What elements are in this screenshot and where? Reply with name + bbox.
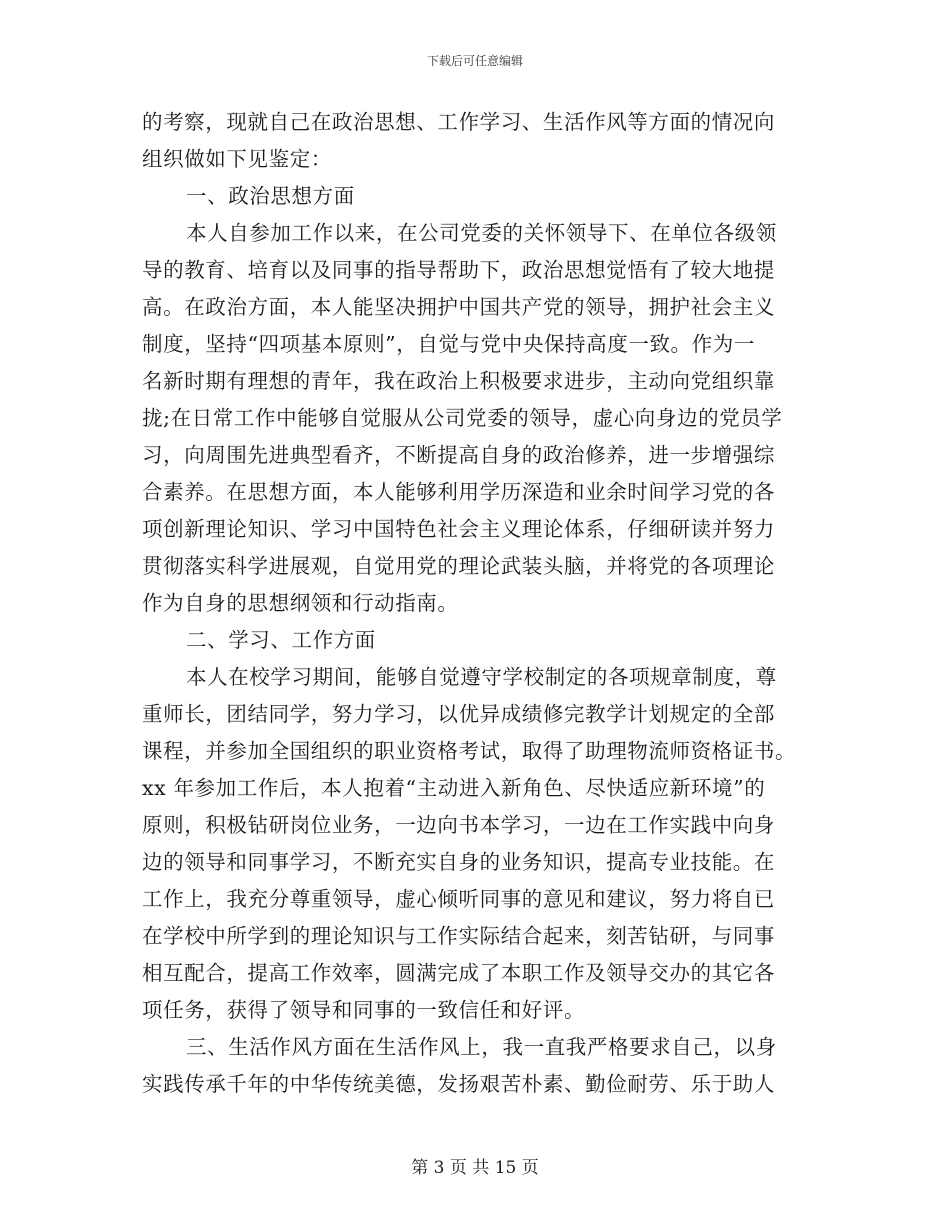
- text-line: 名新时期有理想的青年，我在政治上积极要求进步，主动向党组织靠: [142, 369, 775, 393]
- page-header: 下载后可任意编辑: [426, 54, 523, 68]
- text-line: xx 年参加工作后，本人抱着“主动进入新角色、尽快适应新环境”的: [142, 776, 766, 800]
- text-line: 课程，并参加全国组织的职业资格考试，取得了助理物流师资格证书。: [142, 739, 797, 763]
- text-line: 本人自参加工作以来，在公司党委的关怀领导下、在单位各级领: [186, 221, 777, 245]
- text-line: 在学校中所学到的理论知识与工作实际结合起来，刻苦钻研，与同事: [142, 924, 775, 948]
- text-line: 工作上，我充分尊重领导，虚心倾听同事的意见和建议，努力将自已: [142, 887, 775, 911]
- text-line: 项任务，获得了领导和同事的一致信任和好评。: [142, 998, 586, 1022]
- text-line: 作为自身的思想纲领和行动指南。: [142, 591, 459, 615]
- text-line: 习，向周围先进典型看齐，不断提高自身的政治修养，进一步增强综: [142, 443, 775, 467]
- text-line: 的考察，现就自己在政治思想、工作学习、生活作风等方面的情况向: [142, 110, 775, 134]
- text-line: 项创新理论知识、学习中国特色社会主义理论体系，仔细研读并努力: [142, 517, 775, 541]
- text-line: 三、生活作风方面在生活作风上，我一直我严格要求自己，以身: [186, 1035, 777, 1059]
- text-line: 实践传承千年的中华传统美德，发扬艰苦朴素、勤俭耐劳、乐于助人: [142, 1072, 775, 1096]
- text-line: 重师长，团结同学，努力学习，以优异成绩修完教学计划规定的全部: [142, 702, 775, 726]
- text-line: 边的领导和同事学习，不断充实自身的业务知识，提高专业技能。在: [142, 850, 775, 874]
- text-line: 本人在校学习期间，能够自觉遵守学校制定的各项规章制度，尊: [186, 665, 777, 689]
- text-line: 二、学习、工作方面: [186, 628, 376, 652]
- text-line: 制度，坚持“四项基本原则”，自觉与党中央保持高度一致。作为一: [142, 332, 755, 356]
- text-line: 拢;在日常工作中能够自觉服从公司党委的领导，虚心向身边的党员学: [142, 406, 783, 430]
- text-line: 高。在政治方面，本人能坚决拥护中国共产党的领导，拥护社会主义: [142, 295, 775, 319]
- text-line: 贯彻落实科学进展观，自觉用党的理论武装头脑，并将党的各项理论: [142, 554, 775, 578]
- text-line: 合素养。在思想方面，本人能够利用学历深造和业余时间学习党的各: [142, 480, 775, 504]
- text-line: 组织做如下见鉴定：: [142, 147, 332, 171]
- page-footer: 第 3 页 共 15 页: [411, 1158, 539, 1178]
- text-line: 相互配合，提高工作效率，圆满完成了本职工作及领导交办的其它各: [142, 961, 775, 985]
- text-line: 一、政治思想方面: [186, 184, 355, 208]
- text-line: 原则，积极钻研岗位业务，一边向书本学习，一边在工作实践中向身: [142, 813, 775, 837]
- document-body: [142, 104, 807, 1103]
- text-line: 导的教育、培育以及同事的指导帮助下，政治思想觉悟有了较大地提: [142, 258, 775, 282]
